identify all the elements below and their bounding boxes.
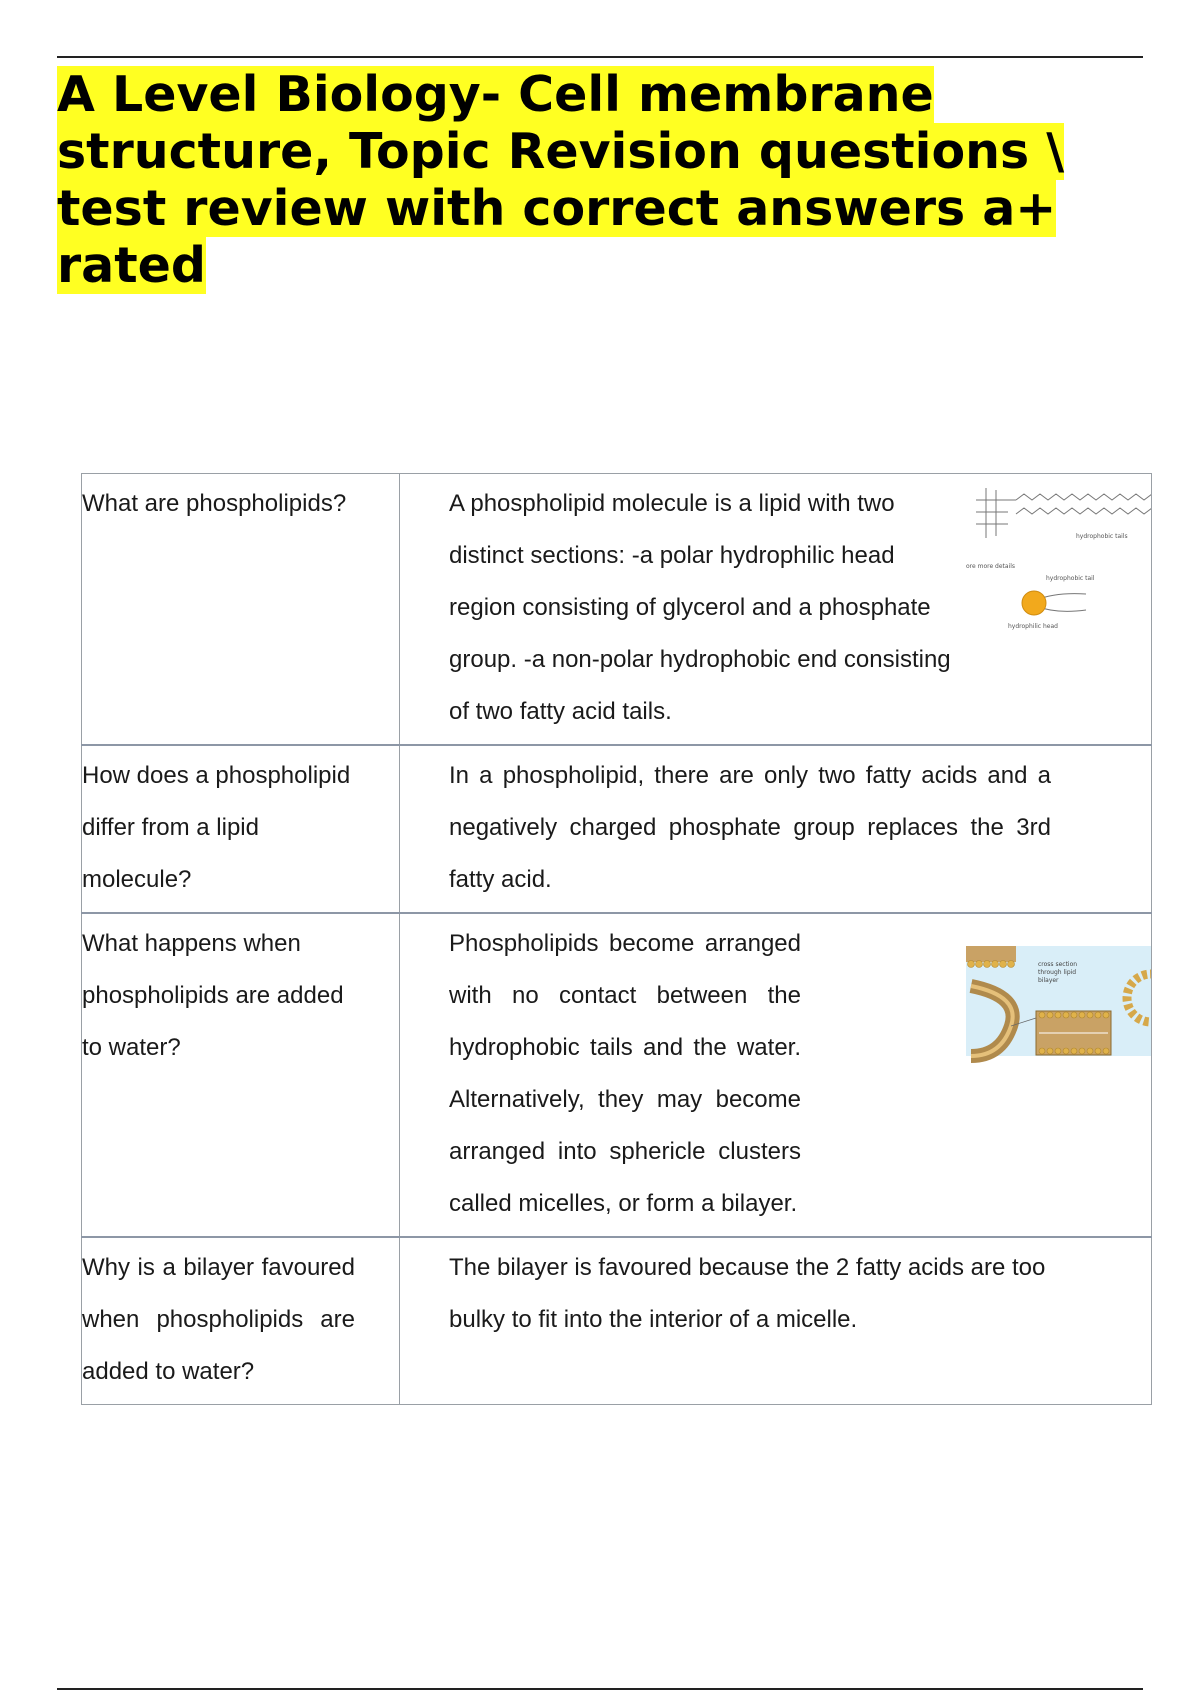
table-row: [82, 1237, 1152, 1405]
question-cell: [82, 913, 400, 1237]
question-cell: [82, 1237, 400, 1405]
title-highlight: A Level Biology- Cell membrane structure, Topic Revision questions \ test review with correct answers a+ rated: [57, 66, 1065, 294]
answer-text: The bilayer is favoured because the 2 fatty acids are too bulky to fit into the interior of a micelle.: [449, 1254, 1046, 1333]
bottom-rule: [57, 1688, 1143, 1690]
question-text: What happens when phospholipids are added to water?: [82, 930, 344, 1061]
micelle-bilayer-diagram: [966, 936, 1151, 1086]
answer-text: In a phospholipid, there are only two fatty acids and a negatively charged phosphate group replaces the 3rd fatty acid.: [449, 762, 1051, 893]
question-text: Why is a bilayer favoured when phospholipids are added to water?: [82, 1254, 355, 1385]
figure-label: cross section: [1038, 961, 1078, 968]
answer-cell: [400, 745, 1152, 913]
answer-cell: [400, 474, 1152, 746]
question-cell: [82, 745, 400, 913]
answer-text: A phospholipid molecule is a lipid with two distinct sections: -a polar hydrophilic head region consisting of glycerol and a phosphate group. -a non-polar hydrophobic end consisting of two fatty acid tails.: [449, 490, 951, 725]
phosphate-head: [1022, 591, 1046, 615]
figure-label: hydrophobic tail: [1046, 575, 1095, 582]
top-rule: [57, 56, 1143, 58]
table-row: [82, 913, 1152, 1237]
question-cell: [82, 474, 400, 746]
answer-cell: [400, 913, 1152, 1237]
question-text: How does a phospholipid differ from a lipid molecule?: [82, 762, 351, 893]
figure-label: through lipid: [1038, 969, 1077, 976]
figure-label: ore more details: [966, 563, 1016, 570]
phospholipid-diagram: [966, 478, 1151, 638]
answer-text: Phospholipids become arranged with no contact between the hydrophobic tails and the water. Alternatively, they may become arranged into sphericle clusters called micelles, or form a bilayer.: [449, 930, 801, 1217]
table-row: [82, 745, 1152, 913]
qa-table: [81, 473, 1152, 1405]
figure-label: bilayer: [1038, 977, 1059, 984]
question-text: What are phospholipids?: [82, 490, 347, 517]
table-row: [82, 474, 1152, 746]
figure-label: hydrophobic tails: [1076, 533, 1128, 540]
bilayer-strip: [966, 946, 1016, 962]
answer-cell: [400, 1237, 1152, 1405]
figure-label: hydrophilic head: [1008, 623, 1058, 630]
document-title: [57, 66, 1117, 294]
